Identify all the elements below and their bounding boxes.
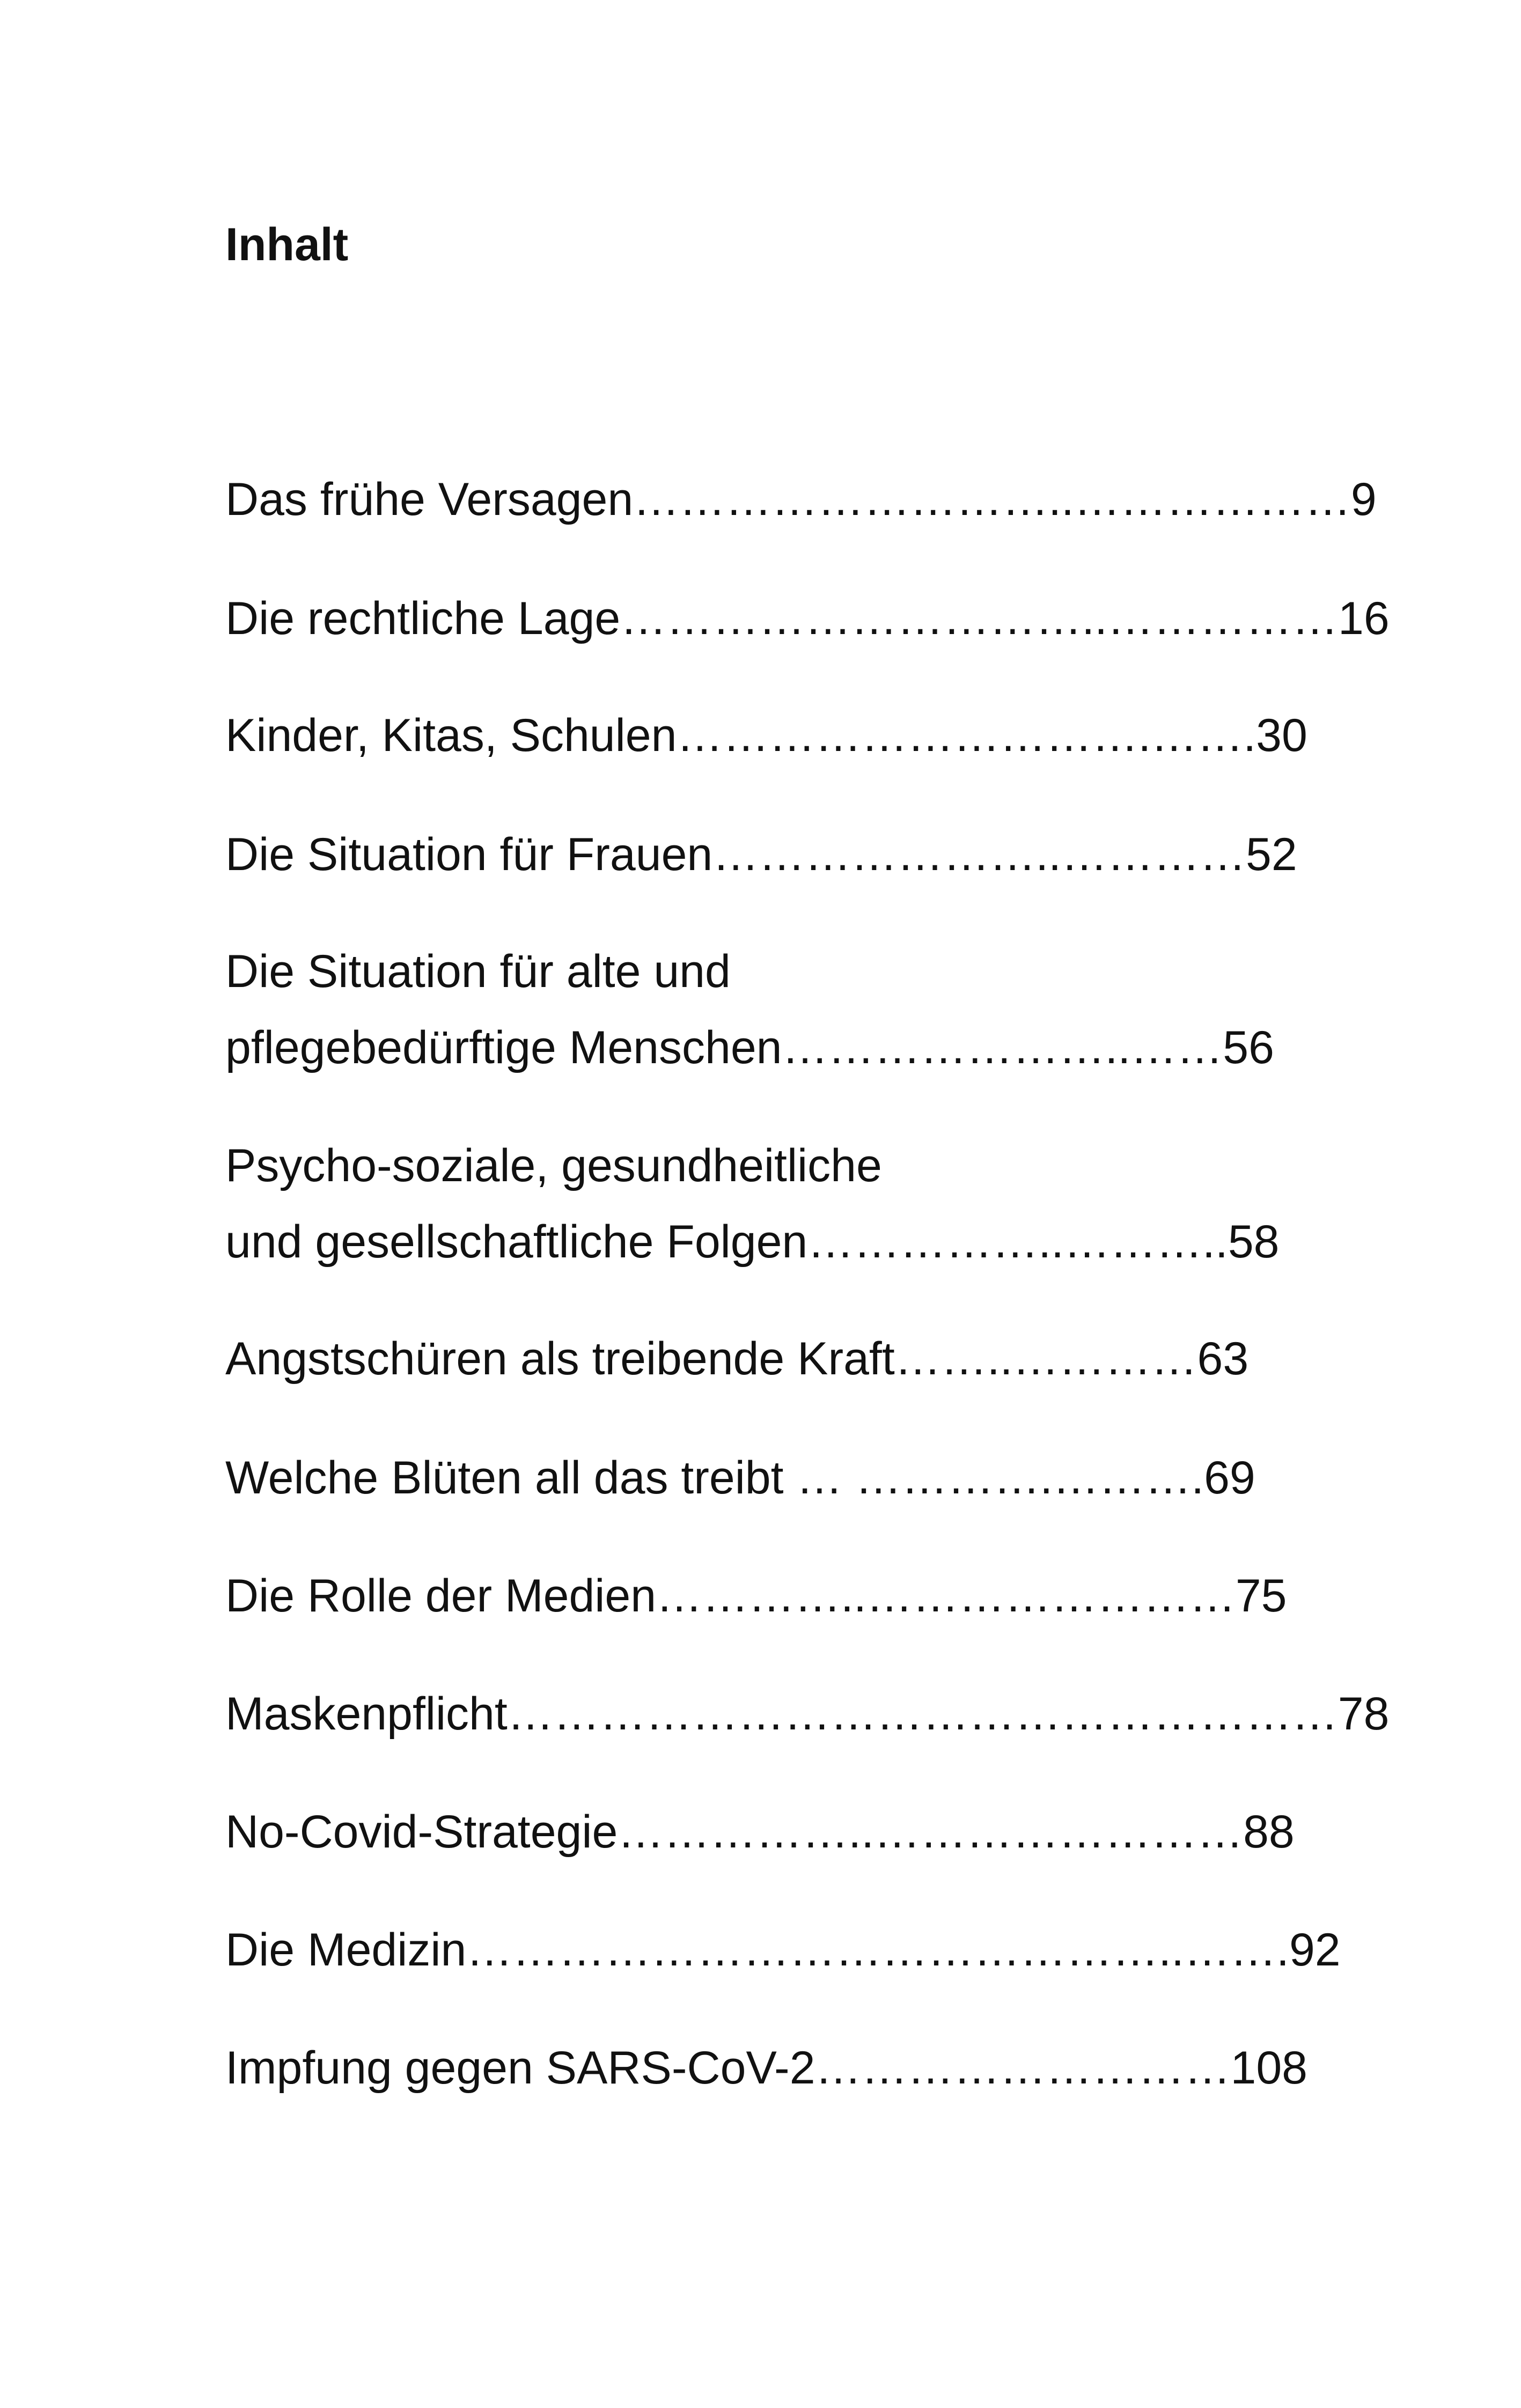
toc-entry-2[interactable] [225, 580, 1390, 657]
toc-entry-8[interactable] [225, 1440, 1255, 1516]
toc-entry-6[interactable] [225, 1128, 1279, 1280]
toc-entry-text: Die rechtliche Lage…………………………..……………16 [225, 593, 1390, 644]
toc-entry-12[interactable] [225, 1912, 1341, 1988]
toc-entry-13[interactable] [225, 2030, 1307, 2106]
toc-entry-text: Welche Blüten all das treibt … ………….……….69 [225, 1452, 1255, 1504]
toc-entry-text: No-Covid-Strategie……………..……………………88 [225, 1806, 1295, 1858]
toc-entry-3[interactable] [225, 697, 1307, 774]
toc-entry-4[interactable] [225, 816, 1297, 893]
toc-entry-5[interactable] [225, 933, 1274, 1086]
toc-entry-text-line-1: Die Situation für alte und [225, 946, 731, 997]
toc-entry-text-line-2: und gesellschaftliche Folgen……………..………..58 [225, 1216, 1280, 1268]
toc-entry-11[interactable] [225, 1794, 1295, 1870]
toc-entry-text: Das frühe Versagen………………………..………………9 [225, 474, 1377, 525]
toc-entry-text-line-1: Psycho-soziale, gesundheitliche [225, 1140, 882, 1191]
toc-entry-text: Die Medizin………………………………………..…….92 [225, 1924, 1341, 1976]
toc-entry-text: Die Rolle der Medien…………..……………………75 [225, 1570, 1287, 1622]
toc-entry-1[interactable] [225, 461, 1377, 537]
page-title: Inhalt [225, 219, 349, 270]
toc-entry-text: Angstschüren als treibende Kraft……..…………63 [225, 1333, 1249, 1385]
toc-entry-text: Impfung gegen SARS-CoV-2………………………108 [225, 2042, 1308, 2094]
toc-entry-text: Kinder, Kitas, Schulen………………………….…….30 [225, 710, 1307, 761]
toc-entry-9[interactable] [225, 1558, 1287, 1634]
toc-entry-text: Maskenpflicht………………………………………………78 [225, 1688, 1390, 1740]
toc-entry-7[interactable] [225, 1321, 1248, 1397]
toc-entry-text: Die Situation für Frauen…………………..…………52 [225, 829, 1297, 880]
toc-entry-10[interactable] [225, 1676, 1389, 1752]
toc-entry-text-line-2: pflegebedürftige Menschen…………………..……56 [225, 1022, 1274, 1073]
